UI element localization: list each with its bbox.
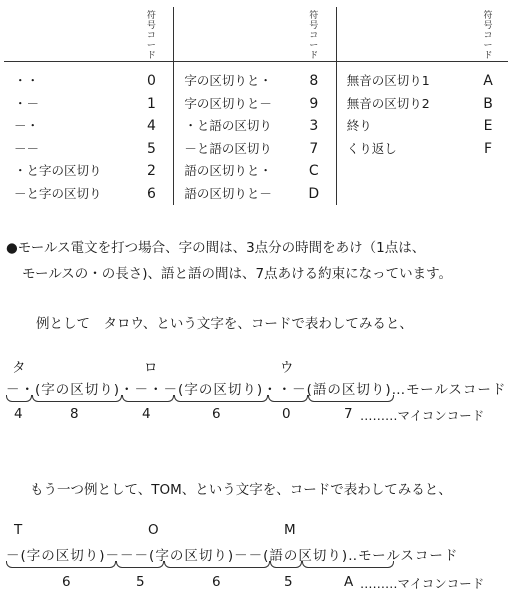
- morse-separator: (字の区切り): [149, 548, 235, 564]
- morse-mark: ・－・－: [120, 382, 179, 398]
- header-blank: [174, 7, 292, 62]
- table-cell: くり返し: [346, 140, 397, 156]
- code-cell: 8: [309, 73, 319, 89]
- example1-intro: 例として タロウ、という文字を、コードで表わしてみると、: [36, 316, 413, 332]
- col3-items: [337, 70, 468, 160]
- table-cell: 字の区切りと・: [184, 73, 272, 88]
- col3-codes: [468, 70, 508, 160]
- code-cell: 7: [309, 140, 319, 157]
- underbrace: [174, 395, 268, 402]
- col1-items: [4, 70, 129, 205]
- example1-code-label: ………マイコンコード: [360, 408, 485, 423]
- header-code-3: 符号コード: [468, 7, 508, 62]
- header-code-1: 符号コード: [129, 7, 173, 62]
- example1-letter: ウ: [280, 360, 294, 376]
- table-cell: 語の区切りと・: [184, 163, 272, 178]
- morse-mark: －: [6, 548, 21, 564]
- example2-letter: T: [14, 522, 23, 538]
- col2-codes: [292, 70, 336, 205]
- table-cell: 無音の区切り2: [346, 95, 430, 111]
- code-cell: D: [308, 185, 320, 202]
- code-cell: 5: [146, 140, 156, 157]
- morse-mark: －－－: [105, 548, 150, 564]
- example1-code: 8: [70, 406, 79, 422]
- paragraph-line-2: モールスの・の長さ)、語と語の間は、7点あける約束になっています。: [22, 266, 453, 282]
- example2-code: A: [344, 574, 354, 590]
- underbrace: [302, 561, 394, 568]
- example2-code: 6: [212, 574, 221, 590]
- example2-code: 5: [284, 574, 293, 590]
- underbrace: [270, 561, 302, 568]
- morse-separator: (語の区切り): [263, 548, 349, 564]
- underbrace: [6, 395, 32, 402]
- example2-letter: O: [148, 522, 159, 538]
- col1-codes: [129, 70, 173, 205]
- example2-code: 6: [62, 574, 71, 590]
- example2-code-label: ………マイコンコード: [360, 576, 485, 591]
- underbrace: [268, 395, 308, 402]
- underbrace: [122, 395, 174, 402]
- code-cell: 4: [146, 118, 156, 134]
- morse-code-label: ‥モールスコード: [348, 548, 459, 564]
- header-blank: [336, 7, 468, 62]
- header-blank: [4, 7, 129, 62]
- underbrace: [32, 395, 122, 402]
- example1-code: 6: [212, 406, 221, 422]
- table-header-row: [4, 7, 508, 62]
- morse-mark: －・: [6, 382, 35, 398]
- col2-items: [174, 70, 292, 205]
- morse-separator: (語の区切り): [306, 382, 392, 398]
- code-cell: F: [484, 140, 493, 157]
- code-cell: 0: [146, 73, 156, 89]
- example2-intro: もう一つ例として、TOM、という文字を、コードで表わしてみると、: [30, 482, 452, 498]
- code-cell: E: [483, 118, 493, 134]
- code-cell: 9: [309, 95, 319, 112]
- table-cell: －と字の区切り: [14, 185, 102, 201]
- code-cell: 2: [146, 163, 156, 179]
- table-cell: 語の区切りと－: [184, 185, 272, 201]
- code-cell: 3: [309, 118, 319, 134]
- example2-letter: M: [284, 522, 296, 538]
- table-cell: －・: [14, 118, 40, 133]
- morse-mark: ・・－: [263, 382, 307, 398]
- table-cell: ・と字の区切り: [14, 163, 102, 178]
- table-cell: ・と語の区切り: [184, 118, 272, 133]
- table-cell: 無音の区切り1: [346, 73, 430, 88]
- header-code-2: 符号コード: [292, 7, 336, 62]
- paragraph-line-1: ●モールス電文を打つ場合、字の間は、3点分の時間をあけ（1点は、: [6, 240, 426, 256]
- example1-letter: ロ: [144, 360, 158, 376]
- underbrace: [116, 561, 164, 568]
- example1-code: 7: [344, 406, 353, 422]
- example2-code: 5: [136, 574, 145, 590]
- morse-mark: －－: [234, 548, 264, 564]
- underbrace: [164, 561, 270, 568]
- code-cell: C: [308, 163, 319, 179]
- example1-code: 4: [142, 406, 151, 422]
- example1-letter: タ: [12, 360, 26, 376]
- code-table: [4, 7, 508, 205]
- morse-code-label: …モールスコード: [391, 382, 507, 398]
- underbrace: [308, 395, 394, 402]
- table-cell: 終り: [346, 118, 372, 133]
- table-cell: 字の区切りと－: [184, 95, 272, 111]
- morse-separator: (字の区切り): [178, 382, 264, 398]
- morse-separator: (字の区切り): [20, 548, 106, 564]
- underbrace: [6, 561, 116, 568]
- table-body-row: [4, 62, 508, 206]
- table-cell: ・・: [14, 73, 40, 88]
- table-cell: －と語の区切り: [184, 140, 272, 156]
- code-cell: 1: [146, 95, 156, 112]
- table-cell: －－: [14, 140, 40, 156]
- table-cell: ・－: [14, 95, 40, 111]
- code-cell: A: [483, 73, 493, 89]
- code-cell: B: [483, 95, 493, 112]
- example1-code: 4: [14, 406, 23, 422]
- morse-separator: (字の区切り): [35, 382, 121, 398]
- code-cell: 6: [146, 185, 156, 202]
- example1-code: 0: [282, 406, 291, 422]
